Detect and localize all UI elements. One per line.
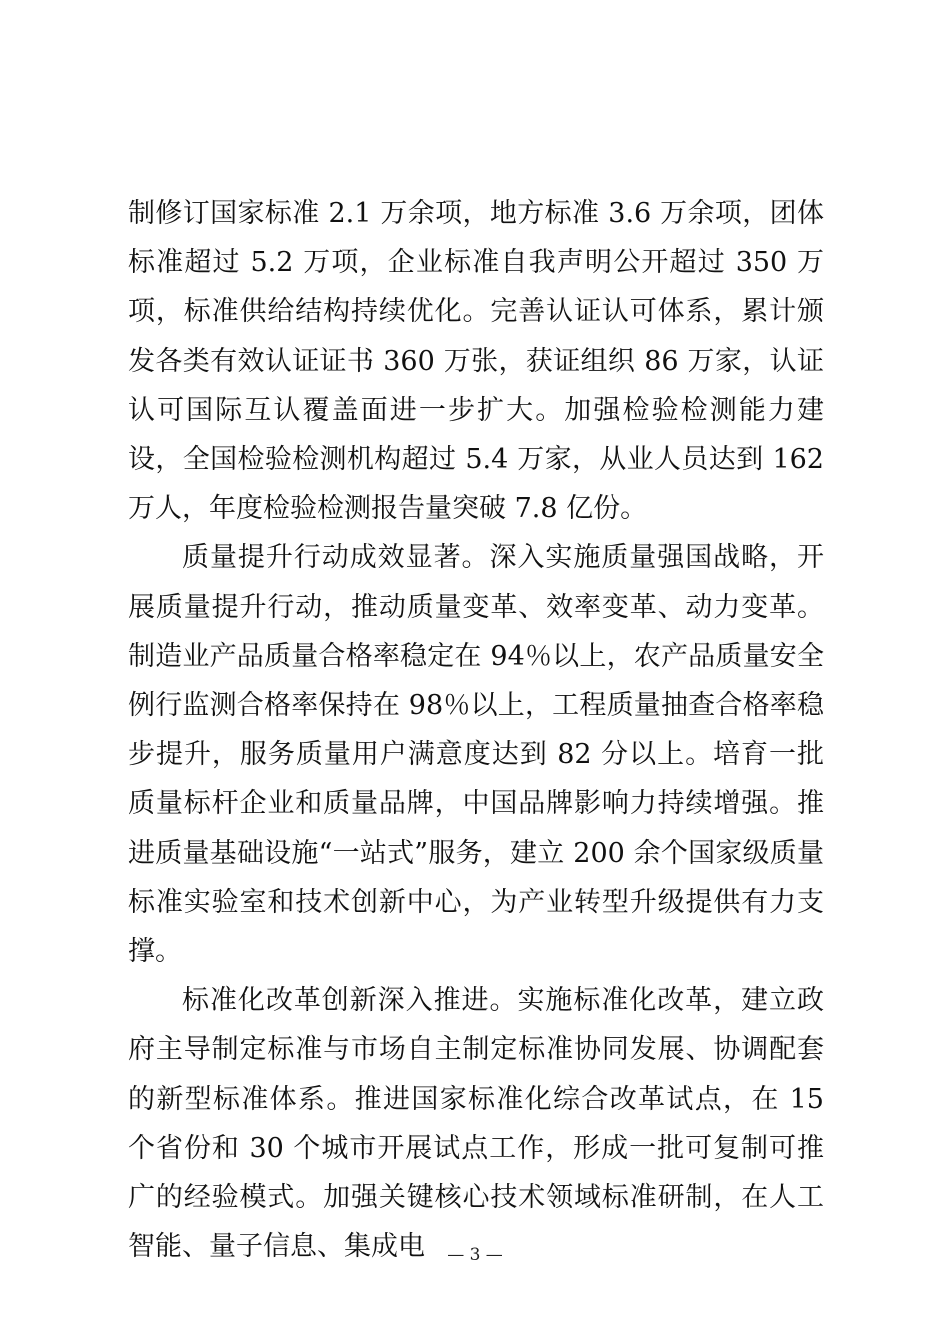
paragraph-1: 制修订国家标准 2.1 万余项，地方标准 3.6 万余项，团体标准超过 5.2 万项，企业标准自我声明公开超过 350 万项，标准供给结构持续优化。完善认证认可体系，累计颁发各类有效认证证书 360 万张，获证组织 86 万家，认证认可国际互认覆盖面进一步扩大。加强检验检测能力建设，全国检验检测机构超过 5.4 万家，从业人员达到 162 万人，年度检验检测报告量突破 7.8 亿份。	[128, 198, 824, 525]
body-text	[128, 189, 824, 1271]
paragraph-2: 质量提升行动成效显著。深入实施质量强国战略，开展质量提升行动，推动质量变革、效率变革、动力变革。制造业产品质量合格率稳定在 94％以上，农产品质量安全例行监测合格率保持在 98％以上，工程质量抽查合格率稳步提升，服务质量用户满意度达到 82 分以上。培育一批质量标杆企业和质量品牌，中国品牌影响力持续增强。推进质量基础设施“一站式”服务，建立 200 余个国家级质量标准实验室和技术创新中心，为产业转型升级提供有力支撑。	[128, 542, 824, 968]
paragraph-3: 标准化改革创新深入推进。实施标准化改革，建立政府主导制定标准与市场自主制定标准协同发展、协调配套的新型标准体系。推进国家标准化综合改革试点，在 15 个省份和 30 个城市开展试点工作，形成一批可复制可推广的经验模式。加强关键核心技术领域标准研制，在人工智能、量子信息、集成电	[128, 985, 824, 1263]
page-number: — 3 —	[447, 1245, 503, 1265]
